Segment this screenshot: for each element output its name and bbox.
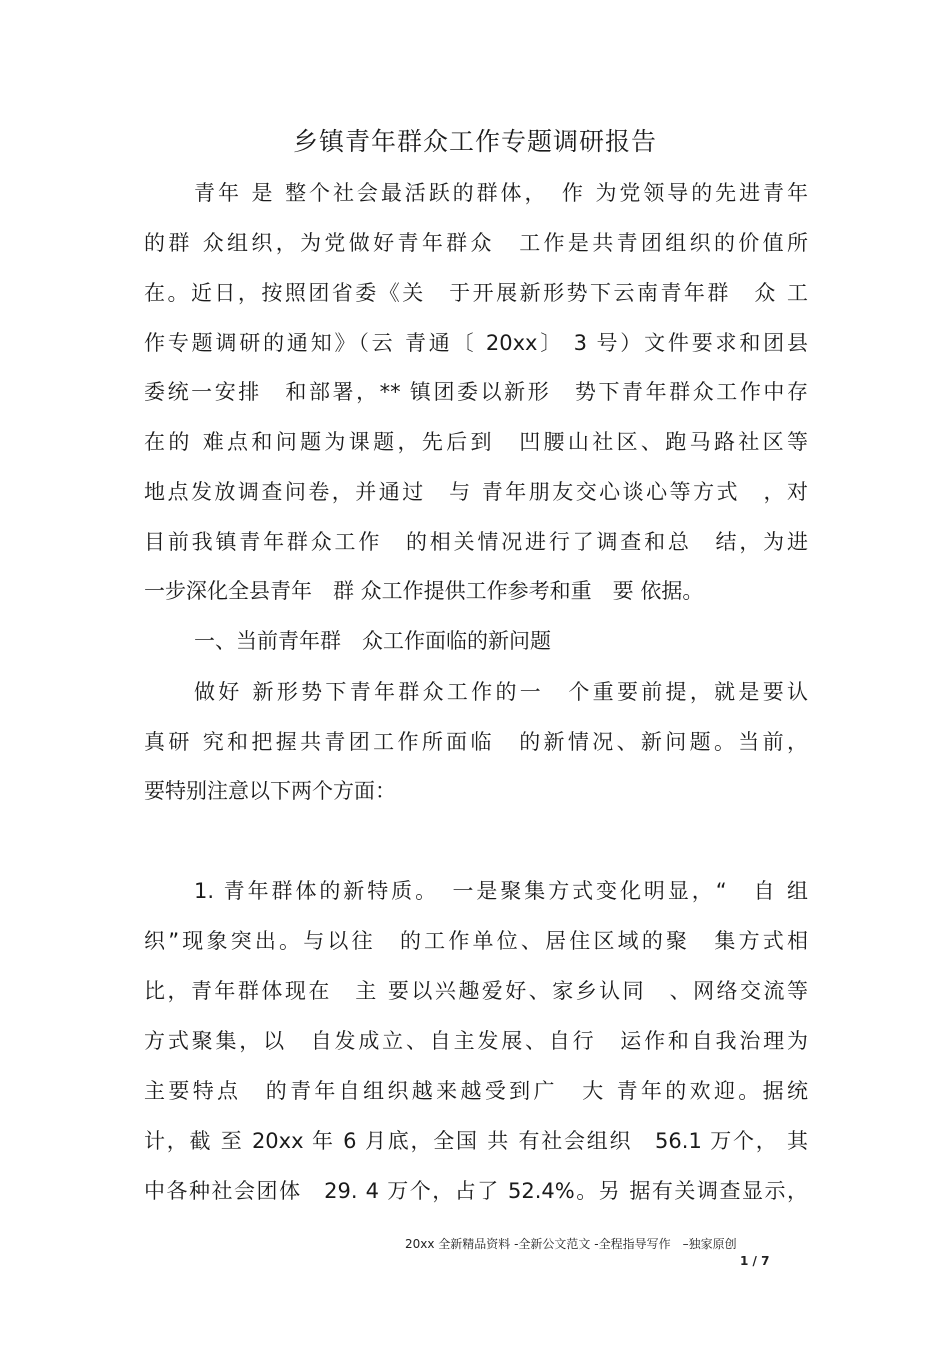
paragraph-line: 1. 青年群体的新特质。 一是聚集方式变化明显，“ 自 组 <box>194 879 808 903</box>
document-title: 乡镇青年群众工作专题调研报告 <box>292 127 657 156</box>
section-heading: 一、当前青年群 众工作面临的新问题 <box>194 629 551 653</box>
paragraph-line: 作专题调研的通知》（云 青通〔 20xx〕 3 号）文件要求和团县 <box>144 331 808 355</box>
paragraph-line: 在的 难点和问题为课题，先后到 凹腰山社区、跑马路社区等 <box>144 430 808 454</box>
paragraph-line: 要特别注意以下两个方面： <box>144 779 396 803</box>
paragraph-line: 的群 众组织，为党做好青年群众 工作是共青团组织的价值所 <box>144 231 808 255</box>
paragraph-line: 一步深化全县青年 群 众工作提供工作参考和重 要 依据。 <box>144 579 704 603</box>
paragraph-line: 主要特点 的青年自组织越来越受到广 大 青年的欢迎。据统 <box>144 1079 808 1103</box>
footer-text: 20xx 全新精品资料 -全新公文范文 -全程指导写作 –独家原创 <box>405 1237 737 1251</box>
paragraph-line: 比，青年群体现在 主 要以兴趣爱好、家乡认同 、网络交流等 <box>144 979 808 1003</box>
paragraph-line: 地点发放调查问卷，并通过 与 青年朋友交心谈心等方式 ，对 <box>144 480 808 504</box>
paragraph-line: 做好 新形势下青年群众工作的一 个重要前提，就是要认 <box>194 680 808 704</box>
paragraph-line: 织”现象突出。与以往 的工作单位、居住区域的聚 集方式相 <box>144 929 808 953</box>
paragraph-line: 委统一安排 和部署，** 镇团委以新形 势下青年群众工作中存 <box>144 380 808 404</box>
paragraph-line: 在。近日，按照团省委《关 于开展新形势下云南青年群 众 工 <box>144 281 808 305</box>
page-number: 1 / 7 <box>740 1254 770 1268</box>
paragraph-line: 青年 是 整个社会最活跃的群体， 作 为党领导的先进青年 <box>194 181 808 205</box>
paragraph-line: 方式聚集，以 自发成立、自主发展、自行 运作和自我治理为 <box>144 1029 808 1053</box>
paragraph-line: 目前我镇青年群众工作 的相关情况进行了调查和总 结，为进 <box>144 530 808 554</box>
paragraph-line: 中各种社会团体 29. 4 万个，占了 52.4%。另 据有关调查显示， <box>144 1179 808 1203</box>
paragraph-line: 计，截 至 20xx 年 6 月底，全国 共 有社会组织 56.1 万个， 其 <box>144 1129 808 1153</box>
paragraph-line: 真研 究和把握共青团工作所面临 的新情况、新问题。当前， <box>144 730 808 754</box>
